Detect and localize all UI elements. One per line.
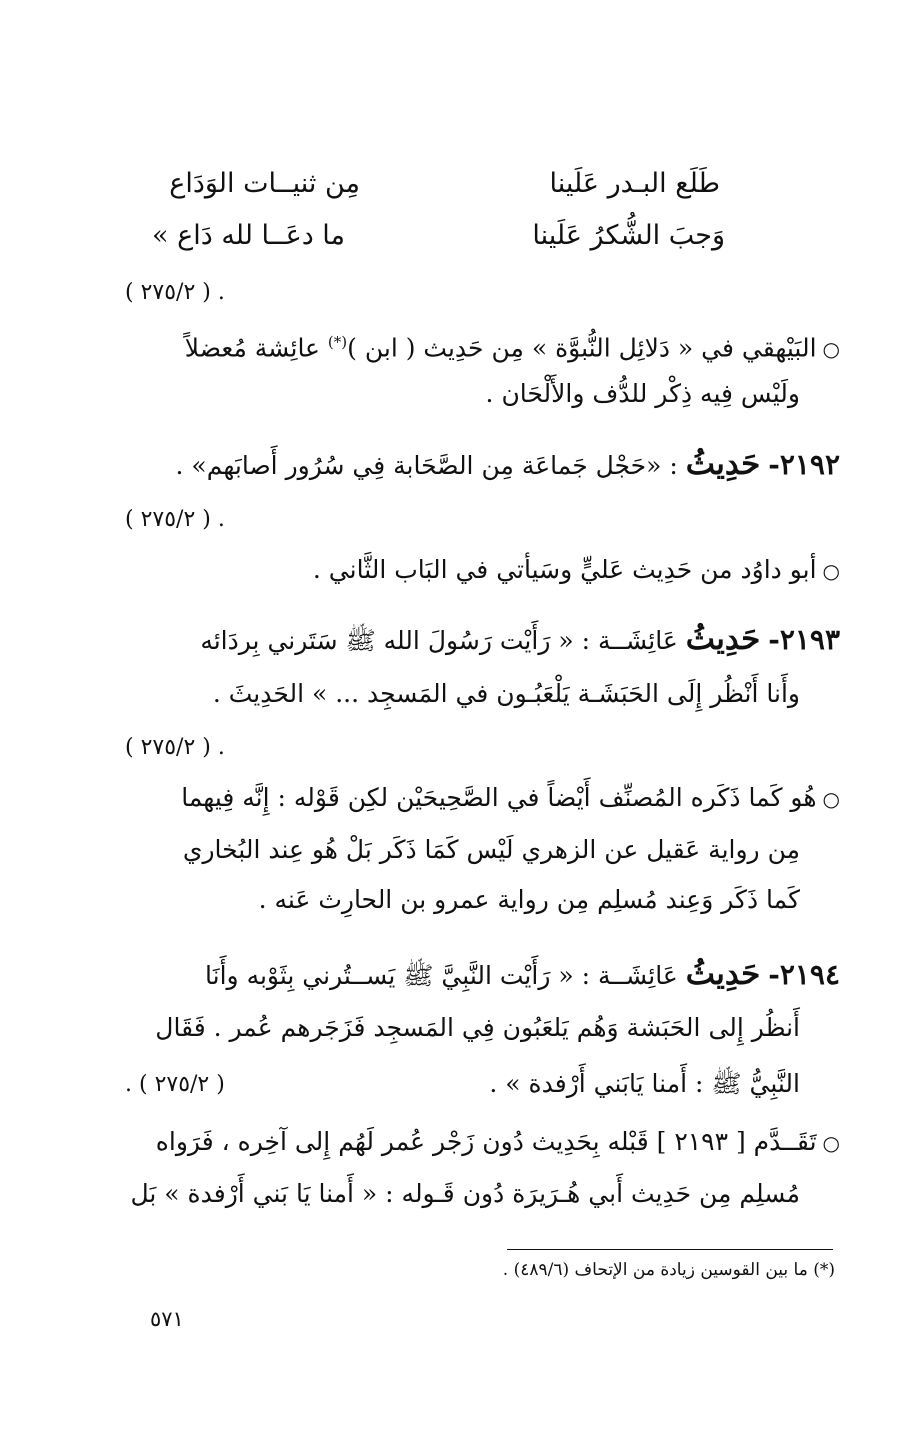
bullet-icon: ○: [822, 337, 840, 362]
poem-line2-right: وَجبَ الشُّكرُ عَلَينا: [532, 220, 725, 251]
bullet-icon: ○: [822, 559, 840, 583]
hadith-number: ٢١٩٢-: [768, 448, 840, 481]
note-4-text-1: تَقَــدَّم [ ٢١٩٣ ] قَبْله بِحَدِيث دُون زَجْر عُمر لَهُم إِلى آخِره ، فَرَواه: [155, 1127, 817, 1156]
note-3-text-1: هُو كَما ذَكَره المُصنِّف أَيْضاً في الصَّحِيحَيْن لكِن قَوْله : إِنَّه فِيهما: [181, 783, 817, 812]
bullet-icon: ○: [822, 787, 840, 811]
hadith-2194-line-2: أَنظُر إِلى الحَبَشة وَهُم يَلعَبُون فِي المَسجِد فَزَجَرهم عُمر . فَقَال: [155, 1013, 800, 1042]
reference-1: . ( ٢٧٥/٢ ): [125, 280, 225, 305]
hadith-number: ٢١٩٤-: [768, 958, 840, 991]
hadith-2194-line-3: النَّبِيُّ ﷺ : أَمنا يَابَني أَرْفدة » .: [489, 1069, 800, 1098]
note-3-line-1: [120, 778, 840, 819]
poem-line2-left: ما دعَــا لله دَاع »: [152, 220, 345, 251]
reference-2193: . ( ٢٧٥/٢ ): [125, 735, 225, 760]
hadith-number: ٢١٩٣-: [768, 623, 840, 656]
note-1-line-2: ولَيْس فِيه ذِكْر للدُّف والأَلْحَان .: [485, 379, 800, 408]
hadith-word: حَدِيثُ: [685, 446, 761, 482]
hadith-2194-text-1: عَائِشَــة : « رَأَيْت النَّبِيَّ ﷺ يَســتُرني بِثَوْبه وأَنَا: [205, 961, 686, 990]
hadith-2193-text-1: عَائِشَــة : « رَأَيْت رَسُولَ الله ﷺ سَتَرني بِردَائه: [200, 626, 686, 655]
note-1-text-a: البَيْهقي في « دَلائِل النُّبوَّة » مِن حَدِيث ( ابن ): [347, 333, 817, 363]
note-2-line-1: [120, 550, 840, 591]
footnote-marker: (*): [327, 333, 348, 351]
hadith-2192-line: [120, 444, 840, 486]
footnote-divider: [507, 1249, 833, 1250]
hadith-2192-text: : «حَجْل جَماعَة مِن الصَّحَابة فِي سُرُور أَصابَهم» .: [175, 451, 686, 480]
reference-2192: . ( ٢٧٥/٢ ): [125, 507, 225, 532]
page-number: ٥٧١: [150, 1307, 184, 1331]
bullet-icon: ○: [822, 1131, 840, 1155]
note-4-line-1: [120, 1122, 840, 1163]
note-4-line-2: مُسلِم مِن حَدِيث أَبي هُـرَيرَة دُون قَـوله : « أَمنا يَا بَني أَرْفدة » بَل: [130, 1179, 800, 1208]
hadith-2194-line-1: [120, 954, 840, 996]
poem-line1-left: مِن ثنيــات الوَدَاع: [169, 168, 360, 199]
note-1-line-1: [120, 322, 840, 369]
note-2-text: أبو داوُد من حَدِيث عَليٍّ وسَيأتي في البَاب الثَّاني .: [312, 555, 817, 584]
footnote: (*) ما بين القوسين زيادة من الإتحاف (٤٨٩/٦) .: [502, 1260, 835, 1280]
reference-2194: ( ٢٧٥/٢ ) .: [125, 1072, 225, 1097]
hadith-2193-line-1: [120, 619, 840, 661]
poem-line1-right: طَلَع البـدر عَلَينا: [549, 168, 720, 199]
hadith-word: حَدِيثُ: [685, 956, 761, 992]
note-3-line-3: كَما ذَكَر وَعِند مُسلِم مِن رواية عمرو بن الحارِث عَنه .: [258, 885, 800, 914]
note-3-line-2: مِن رواية عَقيل عن الزهري لَيْس كَمَا ذَكَر بَلْ هُو عِند البُخاري: [182, 835, 800, 864]
hadith-2193-line-2: وأَنا أَنْظُر إِلَى الحَبَشَـة يَلْعَبُـون في المَسجِد ... » الحَدِيثَ .: [212, 679, 800, 708]
note-1-text-b: عائِشة مُعضلاً: [184, 333, 328, 363]
hadith-word: حَدِيثُ: [685, 621, 761, 657]
